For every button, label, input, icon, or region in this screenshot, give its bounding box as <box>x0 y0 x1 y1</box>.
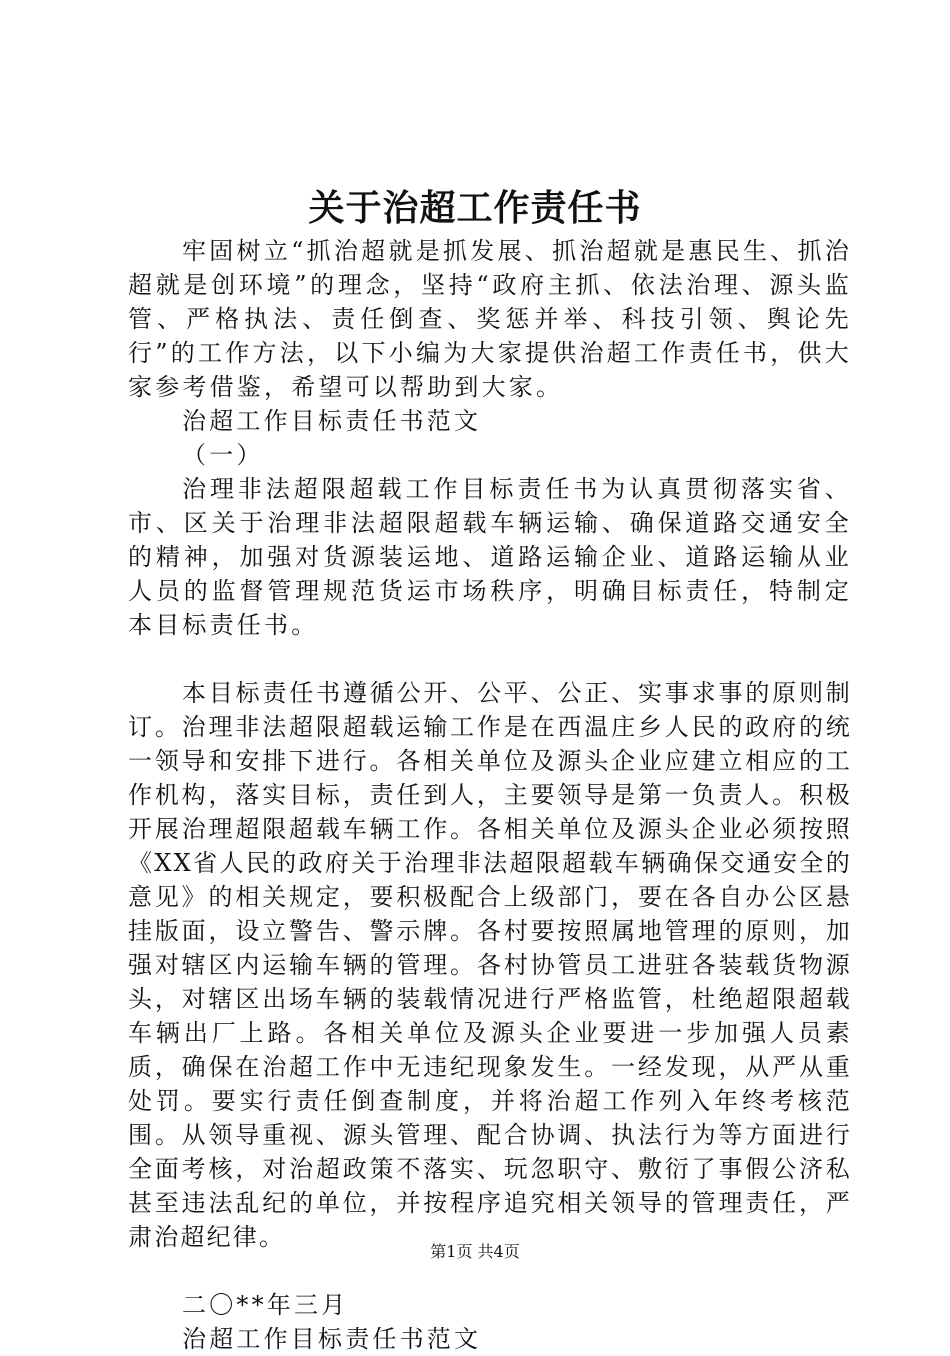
section-number: （一） <box>182 441 264 469</box>
section-heading-2: 治超工作目标责任书范文 <box>182 1325 482 1353</box>
paragraph-spacer <box>128 642 852 676</box>
body-paragraph-1: 治理非法超限超载工作目标责任书为认真贯彻落实省、市、区关于治理非法超限超载车辆运输、确保道路交通安全的精神，加强对货源装运地、道路运输企业、道路运输从业人员的监督管理规范货运市场秩序，明确目标责任，特制定本目标责任书。 <box>128 475 852 639</box>
date-line: 二〇**年三月 <box>182 1291 349 1319</box>
document-body <box>128 234 852 1356</box>
section-heading: 治超工作目标责任书范文 <box>182 407 482 435</box>
page-footer: 第1页 共4页 <box>430 1242 520 1261</box>
body-paragraph-2: 本目标责任书遵循公开、公平、公正、实事求事的原则制订。治理非法超限超载运输工作是在西温庄乡人民的政府的统一领导和安排下进行。各相关单位及源头企业应建立相应的工作机构，落实目标，责任到人，主要领导是第一负责人。积极开展治理超限超载车辆工作。各相关单位及源头企业必须按照《XX省人民的政府关于治理非法超限超载车辆确保交通安全的意见》的相关规定，要积极配合上级部门，要在各自办公区悬挂版面，设立警告、警示牌。各村要按照属地管理的原则，加强对辖区内运输车辆的管理。各村协管员工进驻各装载货物源头，对辖区出场车辆的装载情况进行严格监管，杜绝超限超载车辆出厂上路。各相关单位及源头企业要进一步加强人员素质，确保在治超工作中无违纪现象发生。一经发现，从严从重处罚。要实行责任倒查制度，并将治超工作列入年终考核范围。从领导重视、源头管理、配合协调、执法行为等方面进行全面考核，对治超政策不落实、玩忽职守、敷衍了事假公济私甚至违法乱纪的单位，并按程序追究相关领导的管理责任，严肃治超纪律。 <box>128 679 852 1251</box>
intro-paragraph: 牢固树立“抓治超就是抓发展、抓治超就是惠民生、抓治超就是创环境”的理念，坚持“政府主抓、依法治理、源头监管、严格执法、责任倒查、奖惩并举、科技引领、舆论先行”的工作方法，以下小编为大家提供治超工作责任书，供大家参考借鉴，希望可以帮助到大家。 <box>128 237 852 401</box>
document-title: 关于治超工作责任书 <box>308 187 642 229</box>
